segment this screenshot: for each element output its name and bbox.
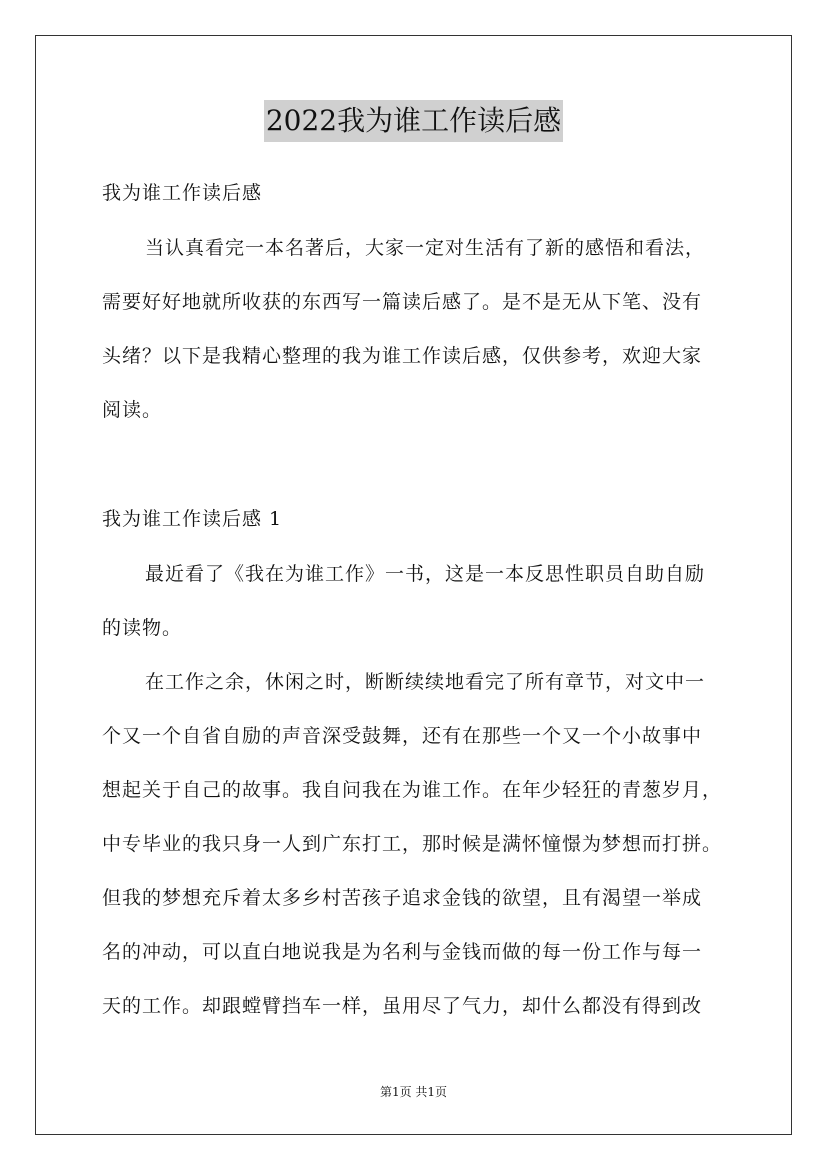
page-number-footer: 第1页 共1页 [379, 1085, 448, 1099]
paragraph-line: 在工作之余，休闲之时，断断续续地看完了所有章节，对文中一 [145, 671, 706, 693]
paragraph-line: 想起关于自己的故事。我自问我在为谁工作。在年少轻狂的青葱岁月， [102, 779, 723, 801]
title-container [0, 100, 827, 142]
paragraph-line: 阅读。 [102, 399, 163, 421]
paragraph-line: 的读物。 [102, 617, 183, 639]
paragraph-line: 名的冲动，可以直白地说我是为名利与金钱而做的每一份工作与每一 [102, 941, 703, 963]
paragraph-line: 最近看了《我在为谁工作》一书，这是一本反思性职员自助自励 [145, 563, 706, 585]
paragraph-line: 但我的梦想充斥着太多乡村苦孩子追求金钱的欲望，且有渴望一举成 [102, 887, 703, 909]
section-heading-1: 我为谁工作读后感 1 [102, 508, 283, 530]
paragraph-line: 头绪？以下是我精心整理的我为谁工作读后感，仅供参考，欢迎大家 [102, 345, 703, 367]
paragraph-line: 个又一个自省自励的声音深受鼓舞，还有在那些一个又一个小故事中 [102, 725, 703, 747]
section-heading-intro: 我为谁工作读后感 [102, 182, 263, 204]
document-title: 2022我为谁工作读后感 [264, 100, 563, 142]
paragraph-line: 天的工作。却跟螳臂挡车一样，虽用尽了气力，却什么都没有得到改 [102, 995, 703, 1017]
paragraph-line: 中专毕业的我只身一人到广东打工，那时候是满怀憧憬为梦想而打拼。 [102, 833, 723, 855]
paragraph-line: 需要好好地就所收获的东西写一篇读后感了。是不是无从下笔、没有 [102, 291, 703, 313]
paragraph-line: 当认真看完一本名著后，大家一定对生活有了新的感悟和看法， [145, 237, 706, 259]
